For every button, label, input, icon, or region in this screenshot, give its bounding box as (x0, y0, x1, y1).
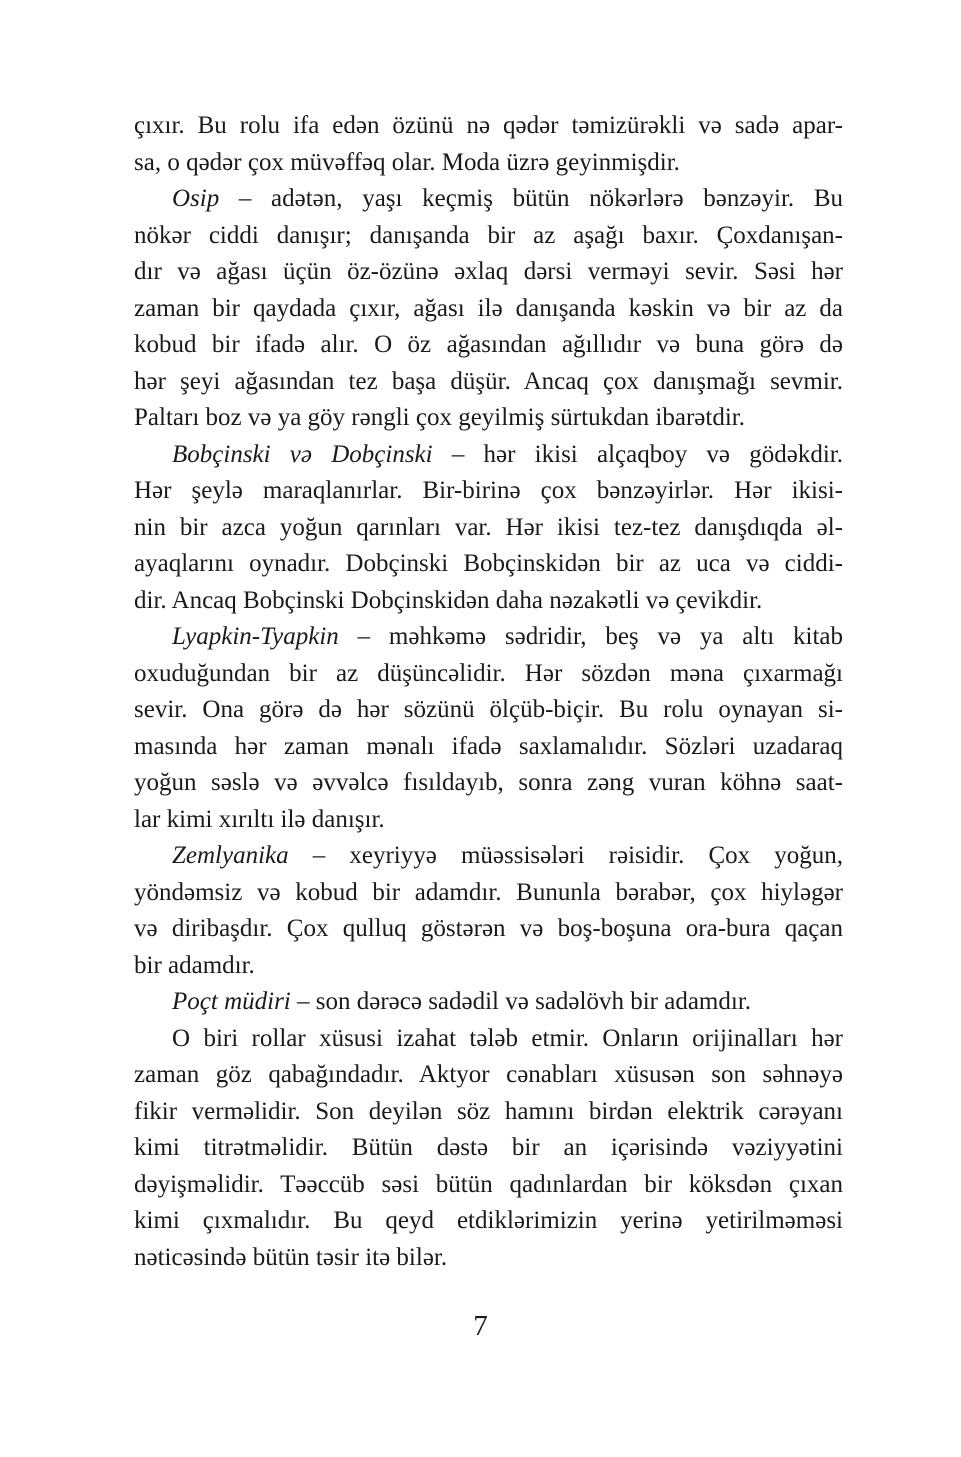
text-line: dır və ağası üçün öz-özünə əxlaq dərsi verməyi sevir. Səsi hər (134, 258, 843, 285)
text-line (134, 181, 843, 218)
text-line: yöndəmsiz və kobud bir adamdır. Bununla bərabər, çox hiyləgər (134, 878, 843, 906)
text-line: nəticəsində bütün təsir itə bilər. (134, 1243, 448, 1271)
text-line: nin bir azca yoğun qarınları var. Hər ikisi tez-tez danışdıqda əl- (134, 513, 843, 541)
text-fragment: – son dərəcə sadədil və sadəlövh bir adamdır. (290, 988, 752, 1015)
text-line: hər şeyi ağasından tez başa düşür. Ancaq çox danışmağı sevmir. (134, 367, 843, 395)
text-line: sa, o qədər çox müvəffəq olar. Moda üzrə geyinmişdir. (134, 148, 680, 176)
text-line (134, 619, 843, 656)
character-name: Bobçinski və Dobçinski (172, 440, 433, 468)
page-number: 7 (473, 1310, 488, 1342)
text-line: kimi titrətməlidir. Bütün dəstə bir an içərisində vəziyyətini (134, 1134, 843, 1161)
text-line: çıxır. Bu rolu ifa edən özünü nə qədər təmizürəkli və sadə apar- (134, 112, 843, 139)
paragraph-bobchinski-dobchinski (134, 437, 843, 620)
page-body (134, 108, 843, 1276)
text-fragment: – məhkəmə sədridir, beş və ya altı kitab (338, 623, 843, 650)
text-line: dir. Ancaq Bobçinski Dobçinskidən daha nəzakətli və çevikdir. (134, 586, 763, 614)
character-name: Osip (172, 185, 220, 212)
text-fragment: – adətən, yaşı keçmiş bütün nökərlərə bənzəyir. Bu (219, 185, 843, 212)
text-line (134, 838, 843, 875)
text-line: sevir. Ona görə də hər sözünü ölçüb-biçir. Bu rolu oynayan si- (134, 696, 843, 723)
character-name: Poçt müdiri (172, 988, 291, 1015)
text-fragment: – xeyriyyə müəssisələri rəisidir. Çox yoğun, (288, 842, 843, 869)
character-name: Zemlyanika (172, 842, 289, 869)
text-line: kobud bir ifadə alır. O öz ağasından ağıllıdır və buna görə də (134, 331, 843, 358)
paragraph-continuation (134, 108, 843, 181)
paragraph-lyapkin-tyapkin (134, 619, 843, 838)
text-line: zaman göz qabağındadır. Aktyor cənabları xüsusən son səhnəyə (134, 1061, 843, 1088)
text-line: kimi çıxmalıdır. Bu qeyd etdiklərimizin yerinə yetirilməməsi (134, 1207, 843, 1234)
character-name: Lyapkin-Tyapkin (172, 623, 339, 650)
text-line (134, 984, 843, 1021)
text-line: dəyişməlidir. Təəccüb səsi bütün qadınlardan bir köksdən çıxan (134, 1170, 843, 1198)
text-fragment: – hər ikisi alçaqboy və gödəkdir. (432, 440, 843, 468)
text-line: oxuduğundan bir az düşüncəlidir. Hər sözdən məna çıxarmağı (134, 659, 843, 687)
paragraph-zemlyanika (134, 838, 843, 984)
paragraph-osip (134, 181, 843, 437)
text-line: ayaqlarını oynadır. Dobçinski Bobçinskidən bir az uca və ciddi- (134, 550, 843, 577)
text-line: və diribaşdır. Çox qulluq göstərən və boş-boşuna ora-bura qaçan (134, 915, 843, 942)
text-line: Hər şeylə maraqlanırlar. Bir-birinə çox bənzəyirlər. Hər ikisi- (134, 477, 843, 504)
text-line: lar kimi xırıltı ilə danışır. (134, 805, 385, 833)
text-line: zaman bir qaydada çıxır, ağası ilə danışanda kəskin və bir az da (134, 294, 843, 322)
text-line: bir adamdır. (134, 951, 255, 979)
text-line: masında hər zaman mənalı ifadə saxlamalıdır. Sözləri uzadaraq (134, 732, 843, 760)
text-line (134, 437, 843, 474)
paragraph-pocht-mudiri (134, 984, 843, 1021)
text-line: nökər ciddi danışır; danışanda bir az aşağı baxır. Çoxdanışan- (134, 221, 843, 249)
paragraph-closing-remarks (134, 1021, 843, 1277)
text-line: yoğun səslə və əvvəlcə fısıldayıb, sonra zəng vuran köhnə saat- (134, 769, 843, 796)
text-line: Paltarı boz və ya göy rəngli çox geyilmiş sürtukdan ibarətdir. (134, 404, 745, 431)
text-line: fikir verməlidir. Son deyilən söz hamını birdən elektrik cərəyanı (134, 1097, 843, 1125)
text-line: O biri rollar xüsusi izahat tələb etmir. Onların orijinalları hər (172, 1024, 843, 1052)
